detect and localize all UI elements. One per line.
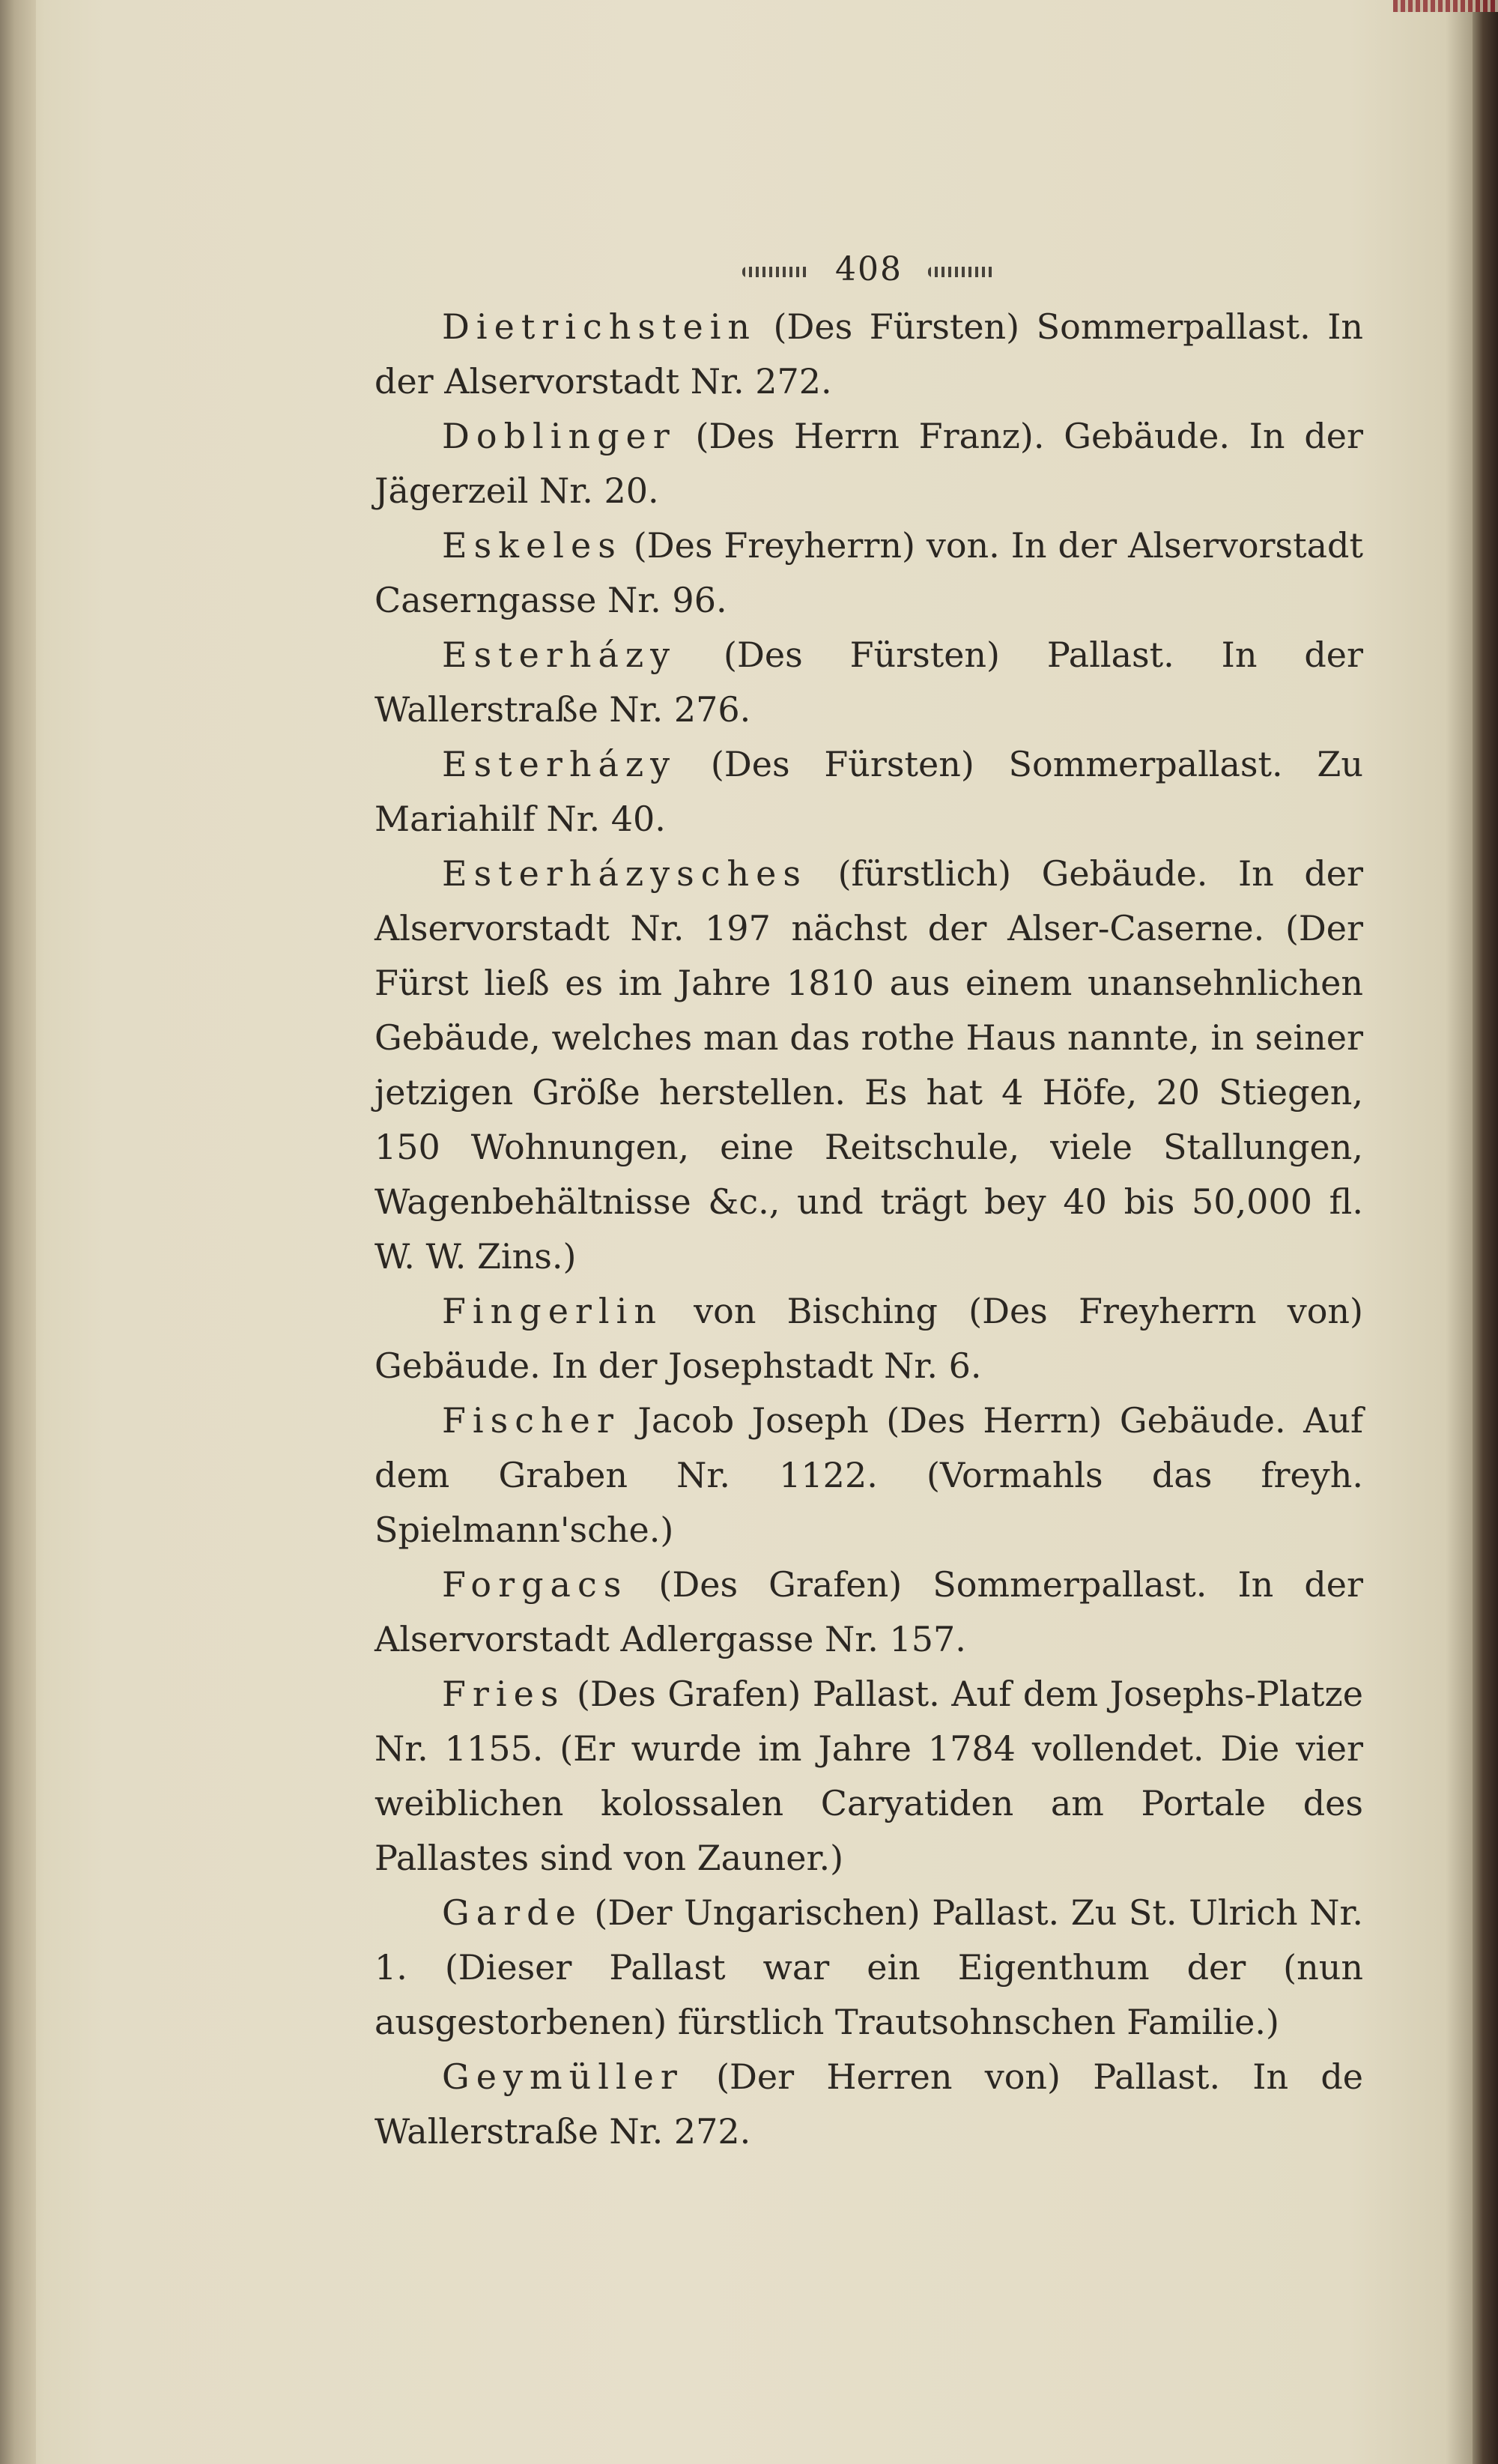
entry-name: Garde (442, 1892, 583, 1933)
entry-name: Doblinger (442, 416, 676, 456)
entry (374, 847, 1363, 1284)
entry (374, 737, 1363, 847)
page-text (374, 247, 1363, 2159)
entry-text: Jacob Joseph (Des Herrn) Gebäude. Auf dem Graben Nr. 1122. (Vormahls das freyh. Spielmann'sche.) (374, 1400, 1363, 1550)
entry-name: Fischer (442, 1400, 620, 1441)
entry (374, 1667, 1363, 1886)
entry-text: (Der Herren von) Pallast. In de Wallerstraße Nr. 272. (374, 2056, 1363, 2152)
entry-text: von Bisching (Des Freyherrn von) Gebäude. In der Josephstadt Nr. 6. (374, 1291, 1363, 1386)
header-ornament-left (742, 267, 810, 277)
entry-text: (Der Ungarischen) Pallast. Zu St. Ulrich Nr. 1. (Dieser Pallast war ein Eigenthum der (nun ausgestorbenen) fürstlich Trautsohnschen Familie.) (374, 1892, 1363, 2042)
entry (374, 518, 1363, 628)
entry-text: (Des Fürsten) Sommerpallast. In der Alservorstadt Nr. 272. (374, 306, 1363, 402)
entry-name: Esterházysches (442, 853, 807, 894)
entry-text: (fürstlich) Gebäude. In der Alservorstadt Nr. 197 nächst der Alser-Caserne. (Der Fürst ließ es im Jahre 1810 aus einem unansehnlichen Gebäude, welches man das rothe Haus nannte, in seiner jetzigen Größe herstellen. Es hat 4 Höfe, 20 Stiegen, 150 Wohnungen, eine Reitschule, viele Stallungen, Wagenbehältnisse &c., und trägt bey 40 bis 50,000 fl. W. W. Zins.) (374, 853, 1363, 1277)
entry-name: Dietrichstein (442, 306, 757, 347)
entry-name: Fries (442, 1674, 565, 1714)
page-number: 408 (835, 250, 903, 288)
entry (374, 1393, 1363, 1558)
entry-name: Fingerlin (442, 1291, 663, 1331)
entry (374, 1558, 1363, 1667)
page-edge (1473, 0, 1498, 2464)
entry-text: (Des Herrn Franz). Gebäude. In der Jägerzeil Nr. 20. (374, 416, 1363, 511)
entry-name: Esterházy (442, 744, 677, 784)
entry-text: (Des Fürsten) Sommerpallast. Zu Mariahilf Nr. 40. (374, 744, 1363, 839)
entry-text: (Des Freyherrn) von. In der Alservorstadt Caserngasse Nr. 96. (374, 525, 1363, 620)
entry-text: (Des Grafen) Sommerpallast. In der Alservorstadt Adlergasse Nr. 157. (374, 1564, 1363, 1659)
entry (374, 300, 1363, 409)
entry (374, 1284, 1363, 1393)
running-header (374, 247, 1363, 292)
entry (374, 628, 1363, 737)
entry-name: Esterházy (442, 635, 677, 675)
entry (374, 1886, 1363, 2050)
entry-text: (Des Grafen) Pallast. Auf dem Josephs-Platze Nr. 1155. (Er wurde im Jahre 1784 vollendet. Die vier weiblichen kolossalen Caryatiden am Portale des Pallastes sind von Zauner.) (374, 1674, 1363, 1878)
entry (374, 2050, 1363, 2159)
entry-text: (Des Fürsten) Pallast. In der Wallerstraße Nr. 276. (374, 635, 1363, 730)
page-gutter (0, 0, 36, 2464)
header-ornament-right (928, 267, 995, 277)
entry (374, 409, 1363, 518)
entry-name: Forgacs (442, 1564, 628, 1605)
ribbon-edge (1393, 0, 1498, 12)
entry-name: Geymüller (442, 2056, 684, 2097)
entry-name: Eskeles (442, 525, 622, 566)
